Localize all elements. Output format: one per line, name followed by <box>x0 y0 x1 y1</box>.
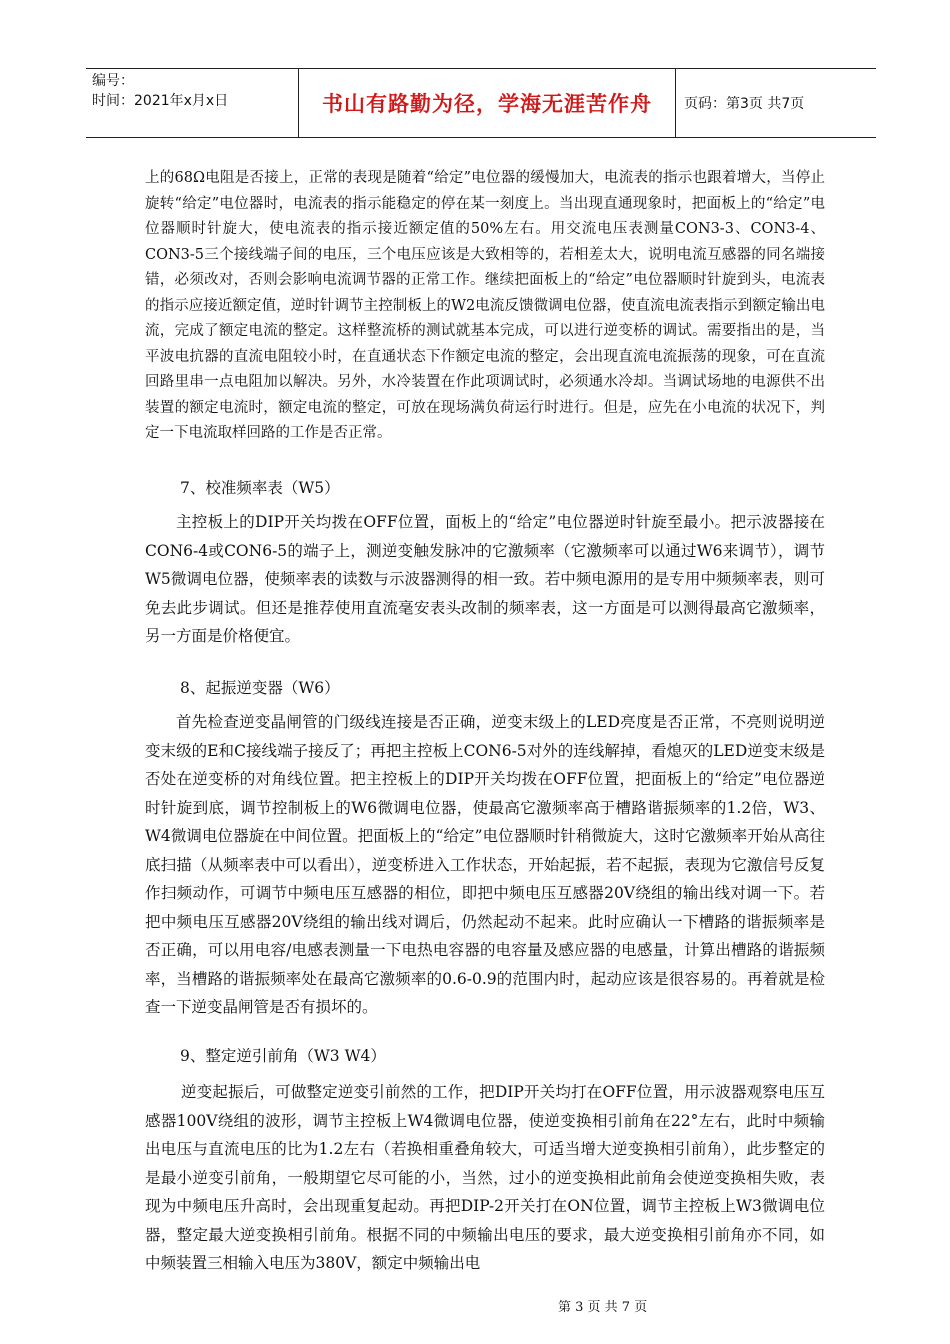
section-heading-8: 8、起振逆变器（W6） <box>180 679 340 697</box>
paragraph-current-setting: 上的68Ω电阻是否接上，正常的表现是随着“给定”电位器的缓慢加大，电流表的指示也跟着增大，当停止旋转“给定”电位器时，电流表的指示能稳定的停在某一刻度上。当出现直通现象时，把面板上的“给定”电位器顺时针旋大，使电流表的指示接近额定值的50%左右。用交流电压表测量CON3-3、CON3-4、CON3-5三个接线端子间的电压，三个电压应该是大致相等的，若相差太大，说明电流互感器的同名端接错，必须改对，否则会影响电流调节器的正常工作。继续把面板上的“给定”电位器顺时针旋到头，电流表的指示应接近额定值，逆时针调节主控制板上的W2电流反馈微调电位器，使直流电流表指示到额定输出电流，完成了额定电流的整定。这样整流桥的测试就基本完成，可以进行逆变桥的调试。需要指出的是，当平波电抗器的直流电阻较小时，在直通状态下作额定电流的整定，会出现直流电流振荡的现象，可在直流回路里串一点电阻加以解决。另外，水冷装置在作此项调试时，必须通水冷却。当调试场地的电源供不出装置的额定电流时，额定电流的整定，可放在现场满负荷运行时进行。但是，应先在小电流的状况下，判定一下电流取样回路的工作是否正常。 <box>145 170 825 441</box>
document-date: 时间：2021年x月x日 <box>92 93 229 109</box>
paragraph-frequency-meter: 主控板上的DIP开关均拨在OFF位置，面板上的“给定”电位器逆时针旋至最小。把示波器接在CON6-4或CON6-5的端子上，测逆变触发脉冲的它激频率（它激频率可以通过W6来调节），调节W5微调电位器，使频率表的读数与示波器测得的相一致。若中频电源用的是专用中频频率表，则可免去此步调试。但还是推荐使用直流毫安表头改制的频率表，这一方面是可以测得最高它激频率，另一方面是价格便宜。 <box>145 513 825 645</box>
document-number-label: 编号： <box>92 73 134 89</box>
paragraph-lead-angle: 逆变起振后，可做整定逆变引前然的工作，把DIP开关均打在OFF位置，用示波器观察电压互感器100V绕组的波形，调节主控板上W4微调电位器，使逆变换相引前角在22°左右，此时中频输出电压与直流电压的比为1.2左右（若换相重叠角较大，可适当增大逆变换相引前角），此步整定的是最小逆变引前角，一般期望它尽可能的小，当然，过小的逆变换相此前角会使逆变换相失败，表现为中频电压升高时，会出现重复起动。再把DIP-2开关打在ON位置，调节主控板上W3微调电位器，整定最大逆变换相引前角。根据不同的中频输出电压的要求，最大逆变换相引前角亦不同，如中频装置三相输入电压为380V，额定中频输出电 <box>145 1083 825 1272</box>
paragraph-start-inverter: 首先检查逆变晶闸管的门级线连接是否正确，逆变末级上的LED亮度是否正常，不亮则说明逆变末级的E和C接线端子接反了；再把主控板上CON6-5对外的连线解掉，看熄灭的LED逆变末级是否处在逆变桥的对角线位置。把主控板上的DIP开关均拨在OFF位置，把面板上的“给定”电位器逆时针旋到底，调节控制板上的W6微调电位器，使最高它激频率高于槽路谐振频率的1.2倍，W3、W4微调电位器旋在中间位置。把面板上的“给定”电位器顺时针稍微旋大，这时它激频率开始从高往底扫描（从频率表中可以看出），逆变桥进入工作状态，开始起振，若不起振，表现为它激信号反复作扫频动作，可调节中频电压互感器的相位，即把中频电压互感器20V绕组的输出线对调一下。若把中频电压互感器20V绕组的输出线对调后，仍然起动不起来。此时应确认一下槽路的谐振频率是否正确，可以用电容/电感表测量一下电热电容器的电容量及感应器的电感量，计算出槽路的谐振频率，当槽路的谐振频率处在最高它激频率的0.6-0.9的范围内时，起动应该是很容易的。再着就是检查一下逆变晶闸管是否有损坏的。 <box>145 713 825 1016</box>
page-footer: 第 3 页 共 7 页 <box>558 1300 648 1315</box>
page-header <box>86 68 876 138</box>
section-heading-9: 9、整定逆引前角（W3 W4） <box>180 1047 386 1065</box>
header-page-info: 页码：第3页 共7页 <box>684 96 805 112</box>
header-meta <box>86 69 299 137</box>
header-motto: 书山有路勤为径，学海无涯苦作舟 <box>299 69 676 137</box>
section-heading-7: 7、校准频率表（W5） <box>180 479 340 497</box>
